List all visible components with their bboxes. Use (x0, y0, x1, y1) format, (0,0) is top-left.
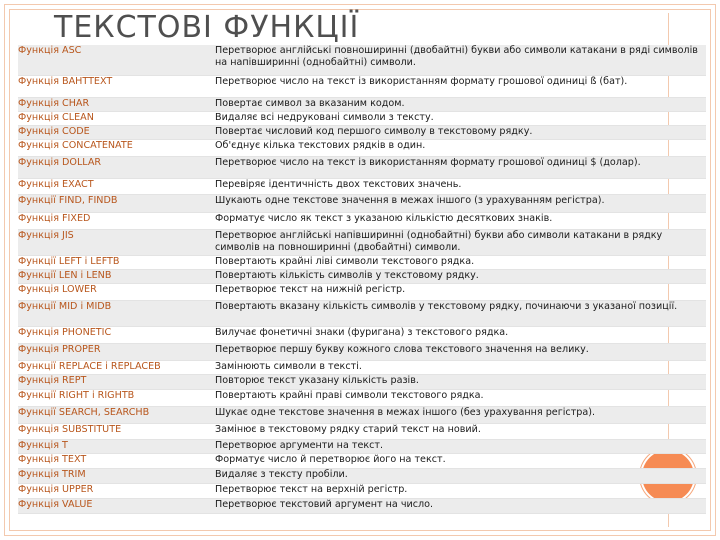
table-row (18, 423, 706, 439)
table-row (18, 374, 706, 389)
slide-title: ТЕКСТОВІ ФУНКЦІЇ (54, 10, 360, 45)
function-description: Форматує число й перетворює його на текст. (215, 453, 446, 465)
function-description: Перевіряє ідентичність двох текстових значень. (215, 178, 462, 190)
table-row (18, 483, 706, 498)
function-description: Шукає одне текстове значення в межах іншого (без урахування регістра). (215, 406, 596, 418)
function-description: Повертають вказану кількість символів у текстовому рядку, починаючи з указаної позиції. (215, 300, 678, 312)
function-name: Функція PHONETIC (18, 326, 112, 338)
table-row (18, 326, 706, 343)
function-name: Функція CONCATENATE (18, 139, 133, 151)
table-row (18, 194, 706, 212)
function-name: Функція UPPER (18, 483, 94, 495)
function-description: Перетворює число на текст із використанням формату грошової одиниці $ (долар). (215, 156, 641, 168)
function-description: Перетворює текстовий аргумент на число. (215, 498, 434, 510)
table-row (18, 125, 706, 139)
function-description: Перетворює число на текст із використанням формату грошової одиниці ß (бат). (215, 75, 628, 87)
function-description: Перетворює текст на нижній регістр. (215, 283, 406, 295)
function-description: Вилучає фонетичні знаки (фуригана) з текстового рядка. (215, 326, 509, 338)
function-description: Перетворює аргументи на текст. (215, 439, 384, 451)
function-name: Функція PROPER (18, 343, 101, 355)
function-name: Функція FIXED (18, 212, 91, 224)
function-description: Об'єднує кілька текстових рядків в один. (215, 139, 426, 151)
table-row (18, 178, 706, 194)
function-description: Повертають кількість символів у текстовому рядку. (215, 269, 479, 281)
table-row (18, 97, 706, 111)
function-name: Функція VALUE (18, 498, 93, 510)
table-row (18, 406, 706, 423)
function-name: Функція LOWER (18, 283, 97, 295)
function-description: Повертає символ за вказаним кодом. (215, 97, 405, 109)
function-description: Повертають крайні праві символи текстового рядка. (215, 389, 484, 401)
function-name: Функція SUBSTITUTE (18, 423, 122, 435)
table-row (18, 45, 706, 75)
table-row (18, 269, 706, 283)
function-name: Функції MID і MIDB (18, 300, 112, 312)
function-name: Функції RIGHT і RIGHTB (18, 389, 135, 401)
function-name: Функція ASC (18, 45, 82, 56)
function-description: Перетворює англійські напівширинні (однобайтні) букви або символи катакани в рядку символів на повноширинні (двобайтні) символи. (215, 229, 663, 253)
function-description: Повертає числовий код першого символу в текстовому рядку. (215, 125, 533, 137)
table-row (18, 453, 706, 468)
function-description: Замінюють символи в тексті. (215, 360, 362, 372)
function-name: Функції LEFT і LEFTB (18, 255, 120, 267)
table-row (18, 255, 706, 269)
function-description: Видаляє всі недруковані символи з тексту. (215, 111, 434, 123)
functions-table (18, 45, 706, 514)
function-name: Функція CODE (18, 125, 90, 137)
table-row (18, 229, 706, 255)
function-description: Повторює текст указану кількість разів. (215, 374, 419, 386)
function-name: Функція TEXT (18, 453, 87, 465)
function-description: Повертають крайні ліві символи текстового рядка. (215, 255, 475, 267)
table-row (18, 283, 706, 300)
function-name: Функція CHAR (18, 97, 90, 109)
table-row (18, 343, 706, 360)
function-name: Функції REPLACE і REPLACEB (18, 360, 161, 372)
table-row (18, 111, 706, 125)
function-description: Видаляє з тексту пробіли. (215, 468, 348, 480)
table-row (18, 468, 706, 483)
function-description: Перетворює текст на верхній регістр. (215, 483, 408, 495)
function-name: Функції SEARCH, SEARCHB (18, 406, 150, 418)
function-name: Функція T (18, 439, 68, 451)
function-description: Шукають одне текстове значення в межах іншого (з урахуванням регістра). (215, 194, 605, 206)
function-name: Функція EXACT (18, 178, 94, 190)
table-row (18, 212, 706, 229)
function-name: Функції FIND, FINDB (18, 194, 118, 206)
table-row (18, 75, 706, 97)
table-row (18, 300, 706, 326)
function-name: Функція DOLLAR (18, 156, 102, 168)
functions-table-body (18, 45, 706, 513)
table-row (18, 498, 706, 513)
function-description: Перетворює англійські повноширинні (двобайтні) букви або символи катакани в ряді символів на напівширинні (однобайтні) символи. (215, 45, 698, 68)
function-name: Функції LEN і LENB (18, 269, 112, 281)
table-row (18, 139, 706, 156)
function-name: Функція BAHTTEXT (18, 75, 113, 87)
function-description: Перетворює першу букву кожного слова текстового значення на велику. (215, 343, 589, 355)
table-row (18, 439, 706, 453)
function-description: Форматує число як текст з указаною кількістю десяткових знаків. (215, 212, 553, 224)
function-name: Функція TRIM (18, 468, 86, 480)
function-name: Функція CLEAN (18, 111, 94, 123)
table-row (18, 360, 706, 374)
table-row (18, 156, 706, 178)
table-row (18, 389, 706, 406)
function-name: Функція JIS (18, 229, 74, 241)
function-description: Замінює в текстовому рядку старий текст на новий. (215, 423, 481, 435)
function-name: Функція REPT (18, 374, 87, 386)
